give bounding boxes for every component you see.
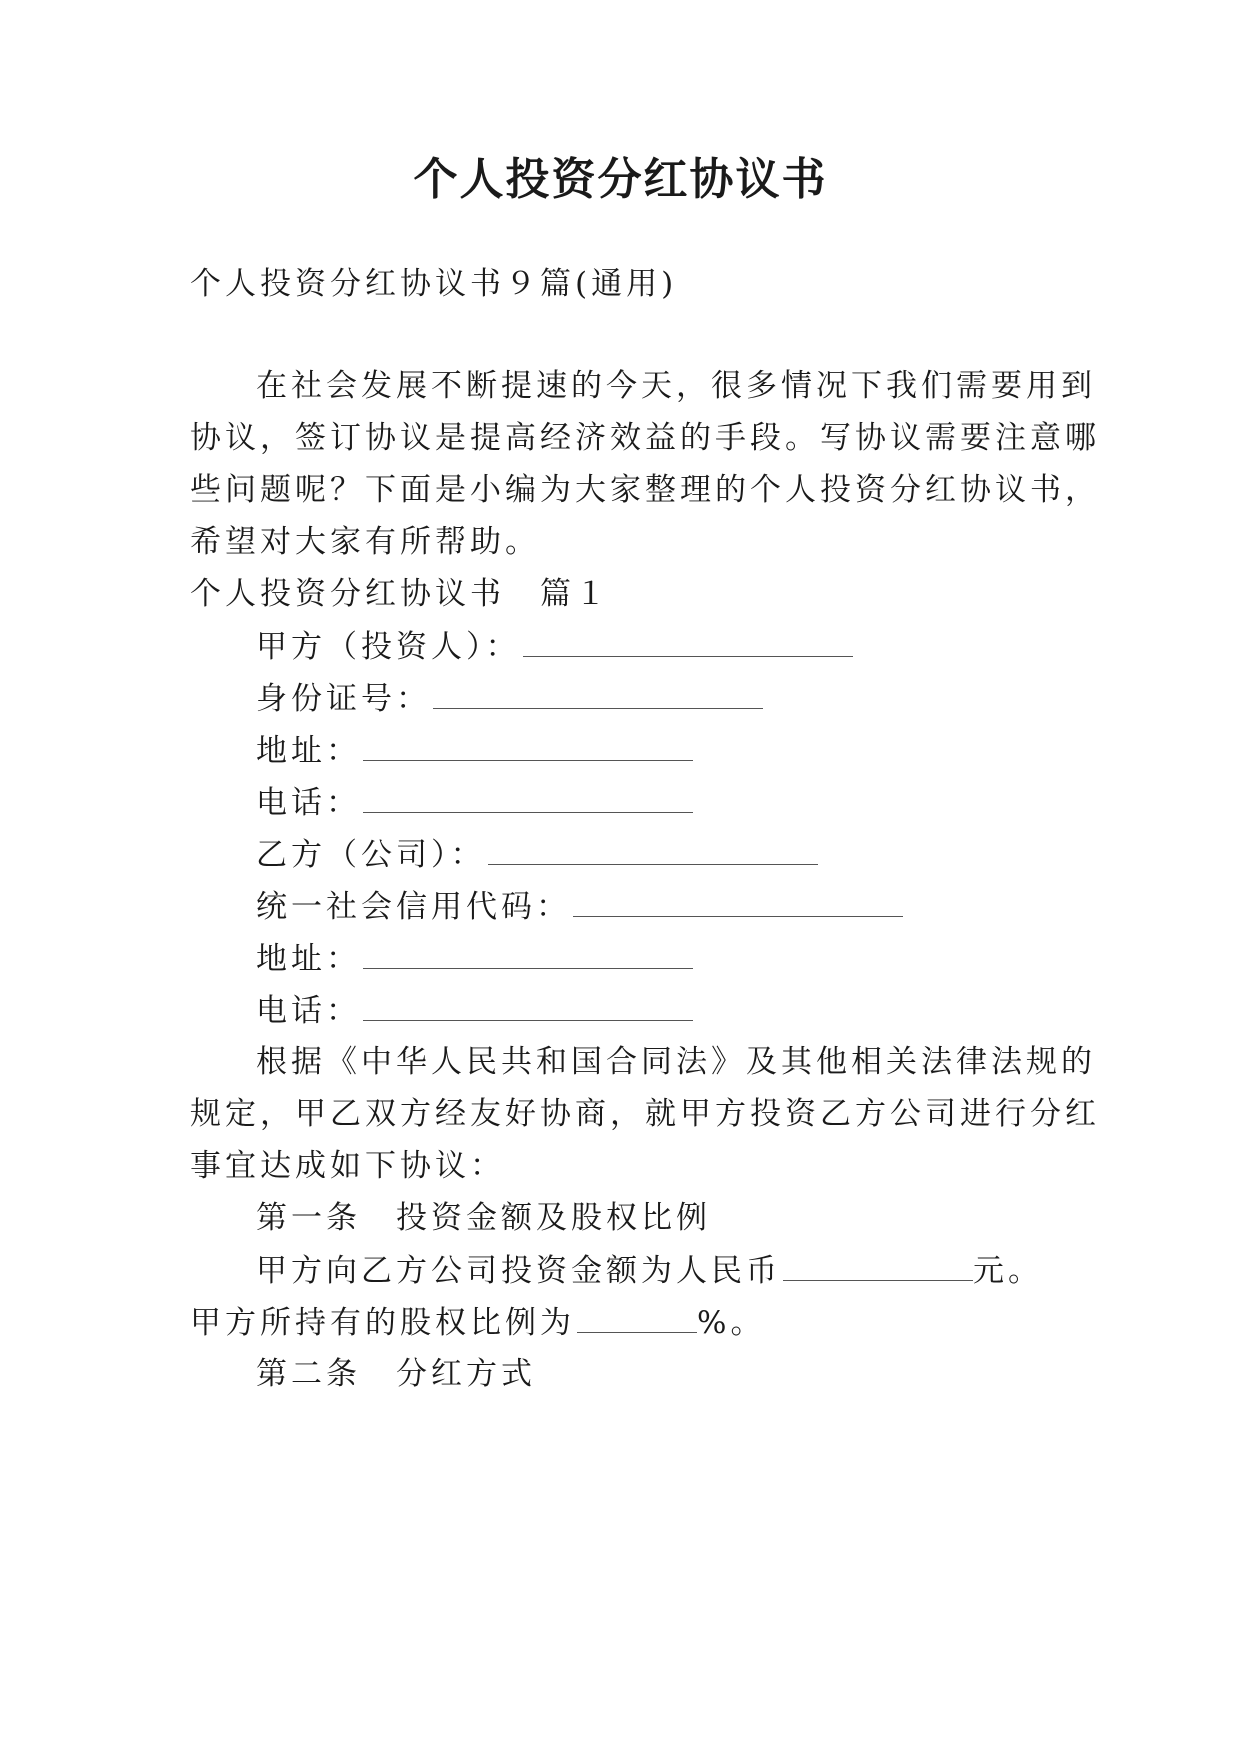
field-phone-b (256, 990, 693, 1031)
intro-line-3: 些问题呢？下面是小编为大家整理的个人投资分红协议书， (190, 472, 1100, 508)
article-2-heading: 第二条 分红方式 (256, 1356, 536, 1392)
field-credit-code (256, 886, 903, 927)
field-label: 电话： (256, 993, 361, 1029)
fill-blank[interactable] (433, 678, 763, 709)
amount-suffix: 元。 (973, 1253, 1043, 1289)
basis-line-3: 事宜达成如下协议： (190, 1148, 505, 1184)
field-phone-a (256, 782, 693, 823)
field-label: 身份证号： (256, 681, 431, 717)
field-label: 统一社会信用代码： (256, 889, 571, 925)
field-id-number (256, 678, 763, 719)
field-address-b (256, 938, 693, 979)
amount-blank[interactable] (783, 1250, 973, 1281)
fill-blank[interactable] (363, 782, 693, 813)
intro-line-2: 协议，签订协议是提高经济效益的手段。写协议需要注意哪 (190, 420, 1100, 456)
equity-prefix: 甲方所持有的股权比例为 (190, 1305, 575, 1341)
equity-blank[interactable] (577, 1302, 697, 1333)
basis-line-2: 规定，甲乙双方经友好协商，就甲方投资乙方公司进行分红 (190, 1096, 1100, 1132)
fill-blank[interactable] (363, 990, 693, 1021)
document-title: 个人投资分红协议书 (413, 154, 828, 205)
article-1-amount-line (256, 1250, 1043, 1291)
fill-blank[interactable] (488, 834, 818, 865)
field-label: 地址： (256, 941, 361, 977)
field-label: 电话： (256, 785, 361, 821)
amount-prefix: 甲方向乙方公司投资金额为人民币 (256, 1253, 781, 1289)
field-party-a (256, 626, 853, 667)
fill-blank[interactable] (363, 730, 693, 761)
field-label: 地址： (256, 733, 361, 769)
field-label: 甲方（投资人）： (256, 629, 521, 665)
section-heading: 个人投资分红协议书 篇１ (190, 576, 610, 612)
basis-line-1: 根据《中华人民共和国合同法》及其他相关法律法规的 (256, 1044, 1096, 1080)
field-party-b (256, 834, 818, 875)
document-subtitle: 个人投资分红协议书９篇(通用) (190, 266, 678, 302)
fill-blank[interactable] (573, 886, 903, 917)
field-label: 乙方（公司）： (256, 837, 486, 873)
intro-line-4: 希望对大家有所帮助。 (190, 524, 540, 560)
fill-blank[interactable] (523, 626, 853, 657)
article-1-heading: 第一条 投资金额及股权比例 (256, 1200, 711, 1236)
article-1-equity-line (190, 1302, 765, 1343)
intro-line-1: 在社会发展不断提速的今天，很多情况下我们需要用到 (256, 368, 1096, 404)
fill-blank[interactable] (363, 938, 693, 969)
equity-suffix: %。 (697, 1305, 766, 1341)
field-address-a (256, 730, 693, 771)
